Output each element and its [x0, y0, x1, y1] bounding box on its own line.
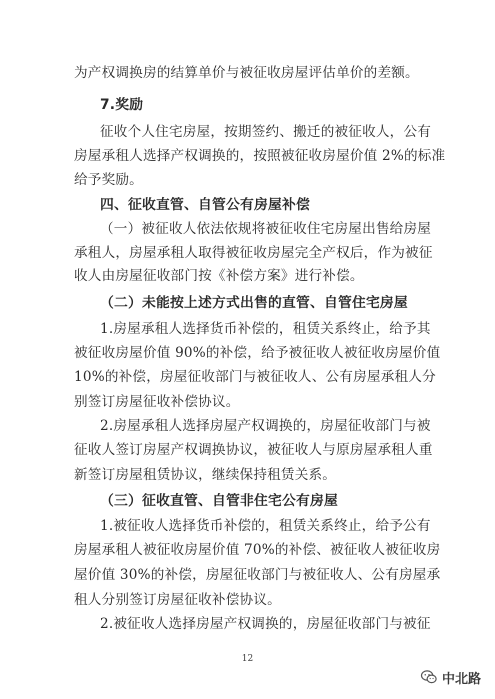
- subsection-heading-two: （二）未能按上述方式出售的直管、自管住宅房屋: [100, 295, 408, 311]
- body-text-line: 2.房屋承租人选择房屋产权调换的，房屋征收部门与被: [100, 418, 431, 434]
- body-text-line: 10%的补偿，房屋征收部门与被征收人、公有房屋承租人分: [74, 369, 436, 385]
- body-text-line: 房屋承租人被征收房屋价值 70%的补偿、被征收人被征收房: [74, 542, 441, 558]
- body-text-line: 2.被征收人选择房屋产权调换的，房屋征收部门与被征: [100, 616, 431, 632]
- body-text-line: 房屋承租人选择产权调换的，按照被征收房屋价值 2%的标准: [74, 148, 446, 164]
- body-text-line: 1.房屋承租人选择货币补偿的，租赁关系终止，给予其: [100, 321, 431, 337]
- body-text-line: 为产权调换房的结算单价与被征收房屋评估单价的差额。: [74, 65, 419, 81]
- body-text-line: 被征收房屋价值 90%的补偿，给予被征收人被征收房屋价值: [74, 345, 441, 361]
- body-text-line: 新签订房屋租赁协议，继续保持租赁关系。: [74, 467, 337, 483]
- body-text-line: 别签订房屋征收补偿协议。: [74, 394, 240, 410]
- body-text-line: 征收人签订房屋产权调换协议，被征收人与原房屋承租人重: [74, 442, 433, 458]
- body-text-line: 征收个人住宅房屋，按期签约、搬迁的被征收人，公有: [100, 124, 432, 140]
- section-heading-four: 四、征收直管、自管公有房屋补偿: [100, 197, 310, 213]
- body-text-line: 收人由房屋征收部门按《补偿方案》进行补偿。: [74, 268, 364, 284]
- section-heading-reward: 7.奖励: [100, 97, 144, 113]
- page-number: 12: [241, 654, 254, 664]
- subsection-heading-three: （三）征收直管、自管非住宅公有房屋: [100, 493, 338, 509]
- body-text-line: 租人分别签订房屋征收补偿协议。: [74, 592, 281, 608]
- body-text-line: 1.被征收人选择货币补偿的，租赁关系终止，给予公有: [100, 518, 431, 534]
- body-text-line: 给予奖励。: [74, 172, 143, 188]
- body-text-line: 承租人，房屋承租人取得被征收房屋完全产权后，作为被征: [74, 245, 433, 261]
- body-text-line: （一）被征收人依法依规将被征收住宅房屋出售给房屋: [100, 221, 432, 237]
- wechat-icon: [420, 668, 438, 686]
- body-text-line: 屋价值 30%的补偿，房屋征收部门与被征收人、公有房屋承: [74, 567, 441, 583]
- wechat-watermark: [420, 666, 481, 688]
- watermark-text: 中北路: [442, 671, 482, 687]
